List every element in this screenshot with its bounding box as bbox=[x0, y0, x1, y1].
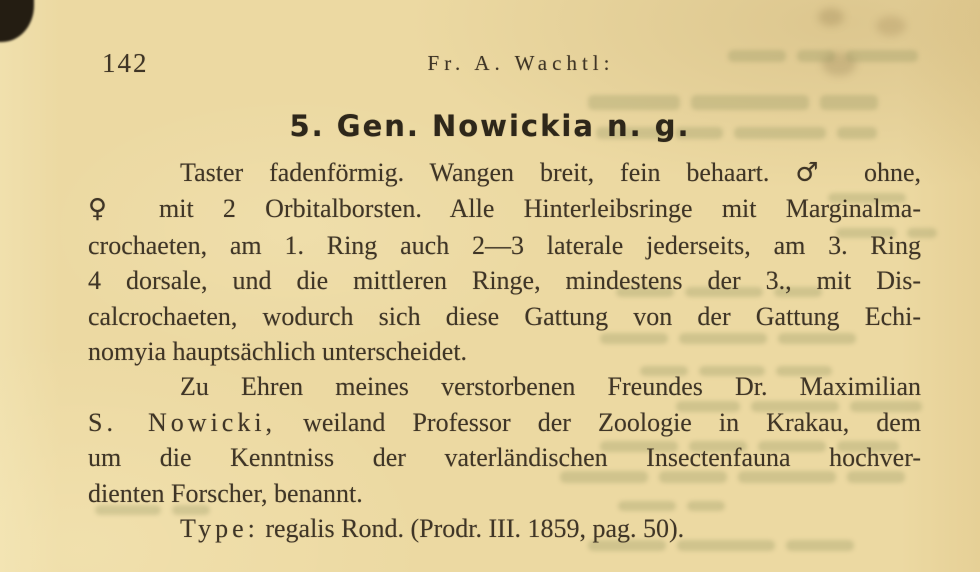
page-corner-shadow bbox=[0, 0, 34, 42]
italic-text: nomyia bbox=[88, 337, 166, 367]
text-segment: calcrochaeten, wodurch sich diese Gattung von der Gattung bbox=[88, 301, 865, 331]
text-line bbox=[88, 440, 921, 475]
text-line bbox=[88, 369, 921, 404]
body-text bbox=[88, 155, 921, 546]
text-line bbox=[88, 511, 921, 546]
text-line bbox=[88, 299, 921, 334]
text-segment: dienten Forscher, benannt. bbox=[88, 478, 363, 508]
text-segment: ohne, bbox=[838, 158, 921, 187]
text-line bbox=[88, 263, 921, 298]
text-segment: Rond. (Prodr. III. 1859, pag. 50). bbox=[334, 514, 685, 544]
sex-symbol: ♂ bbox=[795, 158, 839, 188]
text-line bbox=[88, 191, 921, 227]
text-segment: 4 dorsale, und die mittleren Ringe, mindestens der 3., mit Dis- bbox=[88, 266, 921, 296]
page-number: 142 bbox=[102, 48, 149, 78]
text-segment: crochaeten, am 1. Ring auch 2—3 laterale jederseits, am 3. Ring bbox=[88, 230, 921, 260]
section-heading: 5. Gen. Nowickia n. g. bbox=[289, 109, 691, 143]
letterspaced-text: S. Nowicki, bbox=[88, 407, 277, 437]
italic-text: regalis bbox=[265, 514, 335, 544]
text-segment: Taster fadenförmig. Wangen breit, fein behaart. bbox=[180, 158, 796, 187]
text-segment: Zu Ehren meines verstorbenen Freundes Dr. Maximilian bbox=[180, 372, 921, 402]
text-line bbox=[88, 334, 921, 369]
text-segment: hauptsächlich unterscheidet. bbox=[166, 337, 468, 367]
text-line bbox=[88, 476, 921, 511]
smudge bbox=[876, 16, 906, 36]
text-segment: weiland Professor der Zoologie in Krakau, dem bbox=[276, 407, 922, 437]
running-header: Fr. A. Wachtl: bbox=[427, 51, 615, 75]
text-segment: mit 2 Orbitalborsten. Alle Hinterleibsringe mit Marginalma- bbox=[129, 194, 921, 224]
letterspaced-text: Type: bbox=[180, 514, 259, 544]
italic-text: Echi- bbox=[864, 301, 921, 331]
text-line bbox=[88, 155, 921, 191]
sex-symbol: ♀ bbox=[88, 194, 130, 225]
text-line bbox=[88, 228, 921, 263]
text-line bbox=[88, 405, 921, 440]
smudge bbox=[818, 8, 844, 26]
text-segment: um die Kenntniss der vaterländischen Insectenfauna hochver- bbox=[88, 443, 921, 473]
